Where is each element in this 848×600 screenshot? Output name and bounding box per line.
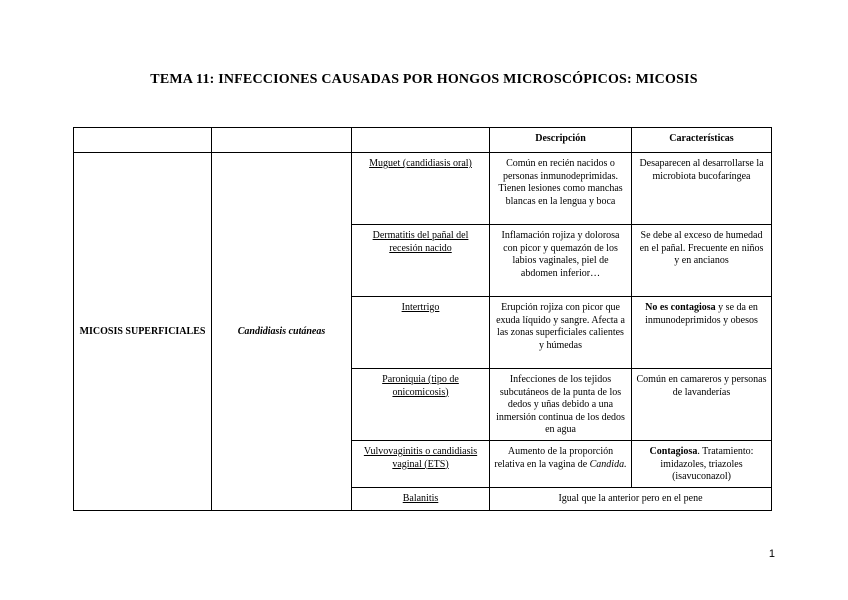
characteristics-text: . Tratamiento: imidazoles, triazoles (isavuconazol) [660, 446, 754, 483]
characteristics-cell: Se debe al exceso de humedad en el pañal. Frecuente en niños y en ancianos [632, 225, 772, 297]
description-cell [490, 441, 632, 488]
disease-cell [352, 297, 490, 369]
group-label-cell [74, 153, 212, 511]
characteristics-bold-text: Contagiosa [649, 446, 698, 457]
description-text: Aumento de la proporción relativa en la vagina de [494, 446, 614, 470]
disease-cell [352, 153, 490, 225]
characteristics-cell [632, 441, 772, 488]
micosis-table [73, 127, 772, 511]
description-italic-text: Candida. [589, 458, 627, 470]
page-number: 1 [768, 548, 775, 560]
disease-name: Muguet (candidiasis oral) [369, 158, 472, 169]
description-cell: Erupción rojiza con picor que exuda líquido y sangre. Afecta a las zonas superficiales calientes y húmedas [490, 297, 632, 369]
disease-cell [352, 441, 490, 488]
description-cell: Infecciones de los tejidos subcutáneos de la punta de los dedos y uñas debido a una inmersión continua de los dedos en agua [490, 369, 632, 441]
disease-cell [352, 225, 490, 297]
disease-name: Balanitis [402, 492, 439, 504]
subgroup-label: Candidiasis cutáneas [237, 326, 326, 338]
table-row [74, 153, 772, 225]
disease-name: Paroniquia (tipo de onicomicosis) [382, 374, 459, 398]
description-cell: Común en recién nacidos o personas inmunodeprimidas. Tienen lesiones como manchas blancas en la lengua y boca [490, 153, 632, 225]
header-descripcion: Descripción [490, 128, 632, 153]
disease-name: Vulvovaginitis o candidiasis vaginal (ETS) [363, 446, 478, 470]
characteristics-text: y se da en inmunodeprimidos y obesos [645, 302, 758, 326]
characteristics-bold-text: No es contagiosa [645, 302, 716, 313]
disease-cell [352, 487, 490, 510]
header-cell [74, 128, 212, 153]
header-cell [212, 128, 352, 153]
characteristics-cell [632, 297, 772, 369]
header-cell [352, 128, 490, 153]
header-caracteristicas: Características [632, 128, 772, 153]
merged-cell: Igual que la anterior pero en el pene [490, 487, 772, 510]
disease-name: Intertrigo [401, 302, 440, 313]
group-label: MICOSIS SUPERFICIALES [79, 326, 206, 338]
disease-cell [352, 369, 490, 441]
characteristics-cell: Desaparecen al desarrollarse la microbiota bucofaríngea [632, 153, 772, 225]
page-title: TEMA 11: INFECCIONES CAUSADAS POR HONGOS MICROSCÓPICOS: MICOSIS [150, 72, 698, 87]
characteristics-cell: Común en camareros y personas de lavanderías [632, 369, 772, 441]
subgroup-label-cell [212, 153, 352, 511]
table-header-row [74, 128, 772, 153]
description-cell: Inflamación rojiza y dolorosa con picor y quemazón de los labios vaginales, piel de abdomen inferior… [490, 225, 632, 297]
disease-name: Dermatitis del pañal del recesión nacido [372, 230, 469, 254]
